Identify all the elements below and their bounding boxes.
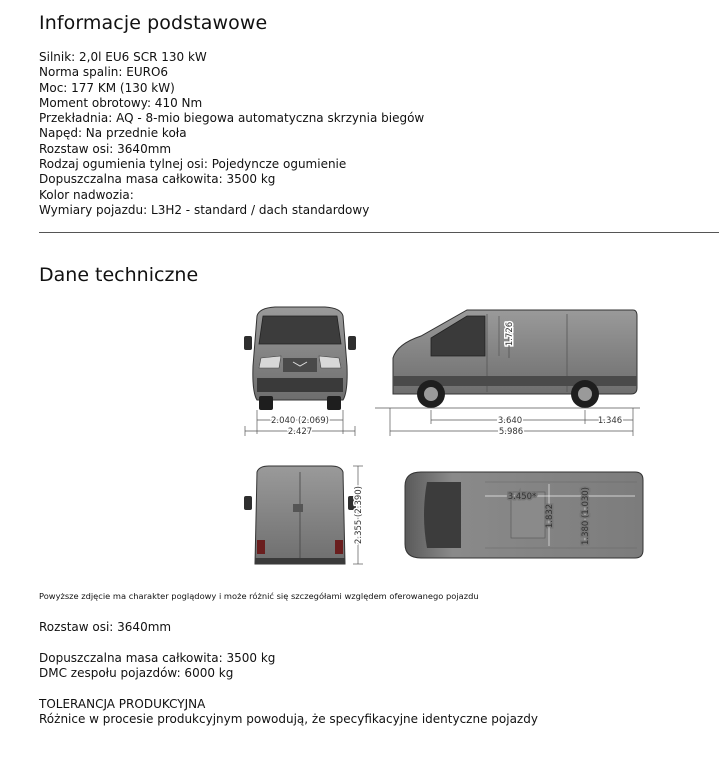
spec-wheelbase: Rozstaw osi: 3640mm <box>39 141 172 156</box>
dim-front-track: 2.040 (2.069) <box>270 416 330 426</box>
spec-gearbox: Przekładnia: AQ - 8-mio biegowa automatyczna skrzynia biegów <box>39 111 425 126</box>
van-top-view <box>405 472 643 558</box>
gcw-text: DMC zespołu pojazdów: 6000 kg <box>39 666 234 680</box>
tolerance-title: TOLERANCJA PRODUKCYJNA <box>39 697 206 711</box>
dim-side-height: 1.726 <box>505 321 515 347</box>
spec-power: Moc: 177 KM (130 kW) <box>39 80 175 95</box>
tolerance-text: Różnice w procesie produkcyjnym powodują, że specyfikacyjne identyczne pojazdy <box>39 712 538 726</box>
dim-rear-height: 2.355 (2.390) <box>354 485 364 545</box>
dim-cargo-width: 1.832 <box>545 503 555 529</box>
spec-gvw: Dopuszczalna masa całkowita: 3500 kg <box>39 172 276 187</box>
section-title-tech-data: Dane techniczne <box>39 264 199 286</box>
spec-engine: Silnik: 2,0l EU6 SCR 130 kW <box>39 50 207 64</box>
van-side-view <box>393 310 637 408</box>
spec-torque: Moment obrotowy: 410 Nm <box>39 95 203 110</box>
spec-drive: Napęd: Na przednie koła <box>39 126 187 141</box>
van-front-view <box>244 307 356 410</box>
section-divider <box>39 232 719 233</box>
spec-dimensions: Wymiary pojazdu: L3H2 - standard / dach standardowy <box>39 202 370 217</box>
dim-cargo-between: 1.380 (1.030) <box>581 486 591 546</box>
spec-emission-norm: Norma spalin: EURO6 <box>39 65 169 80</box>
dim-length: 5.986 <box>498 427 524 437</box>
van-rear-view <box>244 466 356 564</box>
dim-front-width: 2.427 <box>287 427 313 437</box>
dim-overhang: 1.346 <box>597 416 623 426</box>
wheelbase-text: Rozstaw osi: 3640mm <box>39 620 172 634</box>
dim-cargo-length: 3.450* <box>507 492 537 502</box>
dim-wheelbase: 3.640 <box>497 416 523 426</box>
section-title-basic-info: Informacje podstawowe <box>39 12 268 34</box>
vehicle-dimension-drawing <box>235 296 645 581</box>
spec-rear-tyres: Rodzaj ogumienia tylnej osi: Pojedyncze ogumienie <box>39 157 347 172</box>
spec-list <box>39 50 424 218</box>
image-disclaimer: Powyższe zdjęcie ma charakter poglądowy i może różnić się szczegółami względem oferowanego pojazdu <box>39 591 479 601</box>
gvw-text: Dopuszczalna masa całkowita: 3500 kg <box>39 651 276 665</box>
spec-body-color: Kolor nadwozia: <box>39 187 134 202</box>
